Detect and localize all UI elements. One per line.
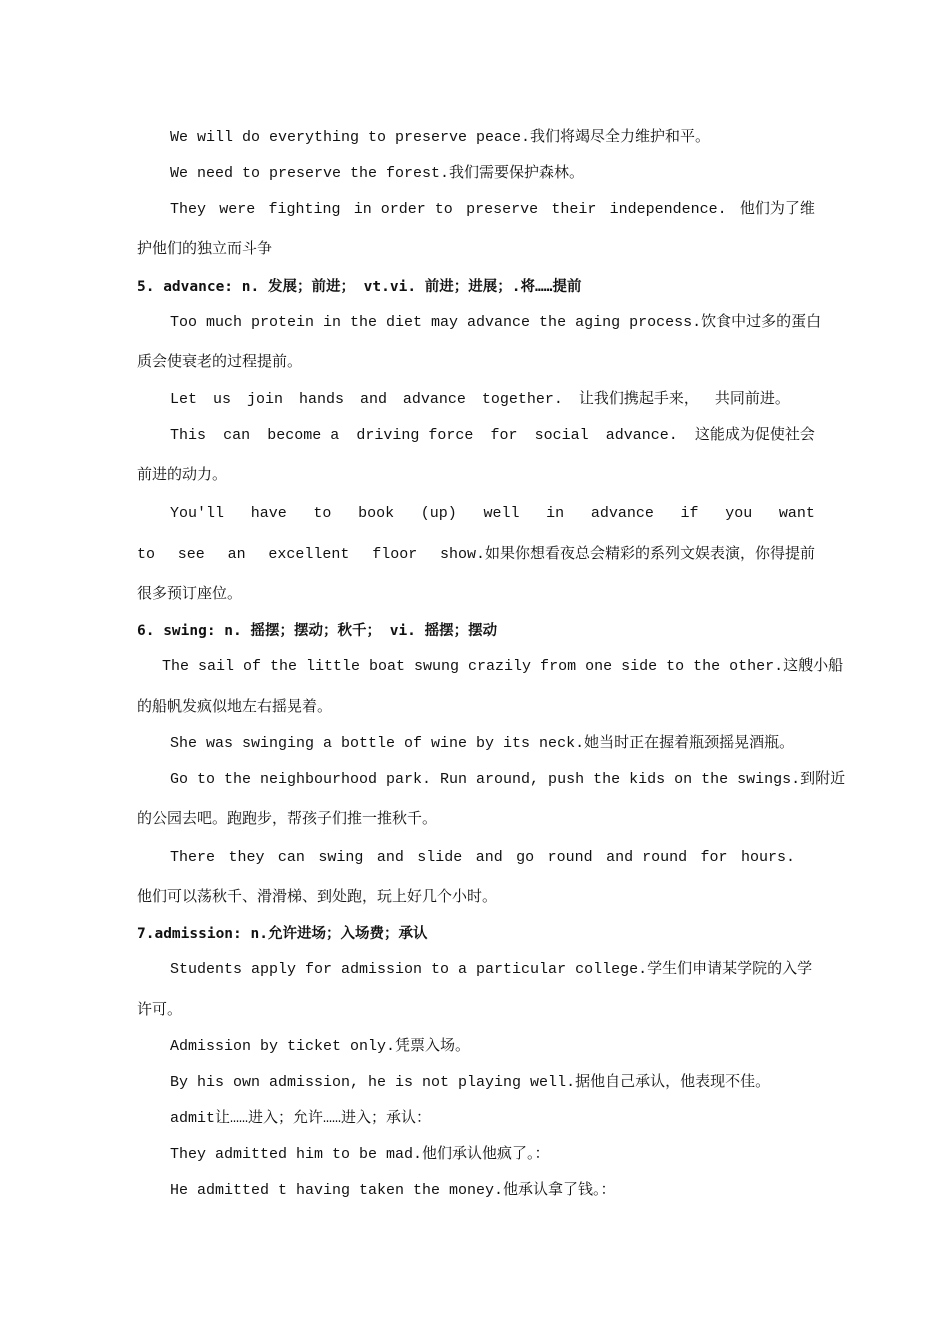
admission-example-3: By his own admission, he is not playing well.据他自己承认，他表现不佳。 [170,1074,771,1091]
preserve-example-1: We will do everything to preserve peace.我们将竭尽全力维护和平。 [170,129,711,146]
advance-example-3: This can become a driving force for social advance. 这能成为促使社会 [170,427,815,444]
heading-swing: 6. swing: n. 摇摆；摆动；秋千； vi. 摇摆；摆动 [137,623,498,639]
swing-example-4: There they can swing and slide and go round and round for hours. [170,849,795,866]
swing-example-3: Go to the neighbourhood park. Run around, push the kids on the swings.到附近 [170,771,846,788]
swing-example-1-cont: 的船帆发疯似地左右摇晃着。 [137,699,333,716]
advance-example-4-cont2: 很多预订座位。 [137,586,243,603]
preserve-example-3-cont: 护他们的独立而斗争 [137,241,273,258]
advance-example-1-cont: 质会使衰老的过程提前。 [137,354,303,371]
admission-example-1: Students apply for admission to a particular college.学生们申请某学院的入学 [170,961,813,978]
preserve-example-3: They were fighting in order to preserve their independence. 他们为了维 [170,201,815,218]
advance-example-2: Let us join hands and advance together. 让我们携起手来， 共同前进。 [170,391,790,408]
swing-example-4-cont: 他们可以荡秋千、滑滑梯、到处跑，玩上好几个小时。 [137,889,498,906]
heading-advance: 5. advance: n. 发展；前进； vt.vi. 前进；进展；.将……提前 [137,279,582,295]
advance-example-1: Too much protein in the diet may advance the aging process.饮食中过多的蛋白 [170,314,822,331]
swing-example-1: The sail of the little boat swung crazily from one side to the other.这艘小船 [162,658,844,675]
admit-example-1: They admitted him to be mad.他们承认他疯了。： [170,1146,550,1163]
advance-example-3-cont: 前进的动力。 [137,467,228,484]
swing-example-2: She was swinging a bottle of wine by its neck.她当时正在握着瓶颈摇晃酒瓶。 [170,735,795,752]
heading-admission: 7.admission: n.允许进场；入场费；承认 [137,926,428,942]
admission-example-2: Admission by ticket only.凭票入场。 [170,1038,471,1055]
admission-example-1-cont: 许可。 [137,1002,183,1019]
preserve-example-2: We need to preserve the forest.我们需要保护森林。 [170,165,585,182]
admit-example-2: He admitted t having taken the money.他承认拿了钱。： [170,1182,616,1199]
advance-example-4: You'll have to book (up) well in advance if you want [170,505,815,522]
swing-example-3-cont: 的公园去吧。跑跑步，帮孩子们推一推秋千。 [137,811,438,828]
admit-definition: admit让……进入；允许……进入；承认： [170,1110,432,1127]
advance-example-4-cont: to see an excellent floor show.如果你想看夜总会精彩的系列文娱表演，你得提前 [137,546,815,563]
